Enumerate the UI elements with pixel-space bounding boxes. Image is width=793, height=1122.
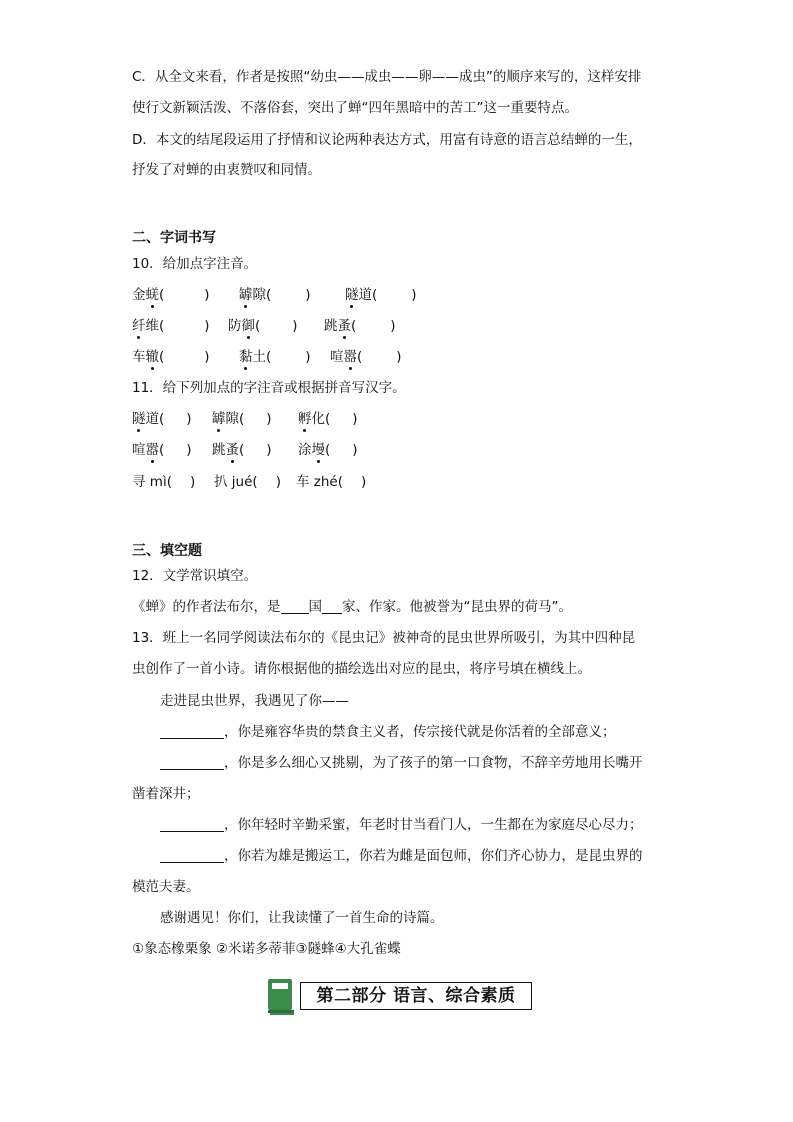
dotted-char: 纤 (132, 318, 146, 334)
poem-line-3 (160, 815, 643, 835)
q12-text-a: 《蝉》的作者法布尔，是 (132, 599, 281, 615)
dotted-char: 黏 (239, 349, 253, 365)
q13-line2: 虫创作了一首小诗。请你根据他的描绘选出对应的昆虫，将序号填在横线上。 (132, 661, 591, 677)
part-two-banner (267, 976, 537, 1018)
poem-blank-4[interactable] (160, 848, 224, 863)
q10-item: 喧嚣( ) (330, 349, 402, 365)
q11-item: 涂墁( ) (298, 442, 358, 458)
dotted-char: 罅 (239, 287, 253, 303)
poem-line-2b: 凿着深井； (132, 786, 200, 802)
q12-blank-2[interactable] (322, 599, 342, 614)
dotted-char: 隧 (345, 287, 359, 303)
q11-item: 车 zhé( ) (296, 474, 367, 490)
q10-item: 金蜣( ) (132, 287, 210, 303)
q12-text-b: 国 (308, 599, 322, 615)
q11-item: 隧道( ) (132, 411, 192, 427)
poem-blank-3[interactable] (160, 817, 224, 832)
q12-text-c: 家、作家。他被誉为“昆虫界的荷马”。 (342, 599, 572, 615)
poem-line-1 (160, 722, 616, 742)
section3-title: 三、填空题 (132, 543, 202, 559)
q10-item: 罅隙( ) (239, 287, 311, 303)
poem-line-2 (160, 753, 643, 773)
option-c-line1: C．从全文来看，作者是按照“幼虫——成虫——卵——成虫”的顺序来写的，这样安排 (132, 69, 642, 85)
q12-blank-1[interactable] (281, 599, 309, 614)
poem-line-4b: 模范夫妻。 (132, 879, 200, 895)
dotted-char: 孵 (298, 411, 312, 427)
dotted-char: 嚣 (145, 442, 159, 458)
part-two-title: 第二部分 语言、综合素质 (300, 982, 532, 1010)
section2-title: 二、字词书写 (132, 230, 216, 246)
q10-prompt: 10．给加点字注音。 (132, 256, 258, 272)
dotted-char: 蚤 (225, 442, 239, 458)
q11-item: 跳蚤( ) (212, 442, 272, 458)
poem-intro: 走进昆虫世界，我遇见了你—— (160, 693, 349, 709)
dotted-char: 罅 (212, 411, 226, 427)
poem-text-1: ，你是雍容华贵的禁食主义者，传宗接代就是你活着的全部意义； (224, 724, 616, 740)
option-c-line2: 使行文新颖活泼、不落俗套，突出了蝉“四年黑暗中的苦工”这一重要特点。 (132, 100, 578, 116)
q11-item: 扒 jué( ) (214, 474, 281, 490)
q11-item: 喧嚣( ) (132, 442, 192, 458)
dotted-char: 蚤 (337, 318, 351, 334)
q10-item: 跳蚤( ) (324, 318, 396, 334)
poem-text-3: ，你年轻时辛勤采蜜，年老时甘当看门人，一生都在为家庭尽心尽力； (224, 817, 643, 833)
poem-text-2a: ，你是多么细心又挑剔，为了孩子的第一口食物，不辞辛劳地用长嘴开 (224, 755, 643, 771)
q12-question (132, 597, 572, 617)
q10-item: 车辙( ) (132, 349, 210, 365)
q10-item: 纤维( ) (132, 318, 210, 334)
q10-item: 黏土( ) (239, 349, 311, 365)
poem-text-4a: ，你若为雄是搬运工，你若为雌是面包师，你们齐心协力，是昆虫界的 (224, 848, 643, 864)
poem-line-4 (160, 846, 643, 866)
q11-item: 孵化( ) (298, 411, 358, 427)
poem-blank-1[interactable] (160, 724, 224, 739)
q10-item: 隧道( ) (345, 287, 417, 303)
dotted-char: 嚣 (343, 349, 357, 365)
q13-line1: 13．班上一名同学阅读法布尔的《昆虫记》被神奇的昆虫世界所吸引，为其中四种昆 (132, 630, 636, 646)
q11-prompt: 11．给下列加点的字注音或根据拼音写汉字。 (132, 380, 406, 396)
q10-item: 防御( ) (228, 318, 298, 334)
q11-item: 寻 mì( ) (132, 474, 196, 490)
dotted-char: 辙 (145, 349, 159, 365)
q11-item: 罅隙( ) (212, 411, 272, 427)
poem-end: 感谢遇见！你们，让我读懂了一首生命的诗篇。 (160, 910, 444, 926)
poem-blank-2[interactable] (160, 755, 224, 770)
book-icon (267, 978, 295, 1016)
dotted-char: 蜣 (145, 287, 159, 303)
q13-choices: ①象态橡栗象 ②米诺多蒂菲③隧蜂④大孔雀蝶 (132, 941, 401, 957)
option-d-line1: D．本文的结尾段运用了抒情和议论两种表达方式，用富有诗意的语言总结蝉的一生， (132, 132, 642, 148)
option-d-line2: 抒发了对蝉的由衷赞叹和同情。 (132, 162, 321, 178)
dotted-char: 御 (241, 318, 255, 334)
dotted-char: 隧 (132, 411, 146, 427)
dotted-char: 墁 (311, 442, 325, 458)
q12-prompt: 12．文学常识填空。 (132, 568, 258, 584)
